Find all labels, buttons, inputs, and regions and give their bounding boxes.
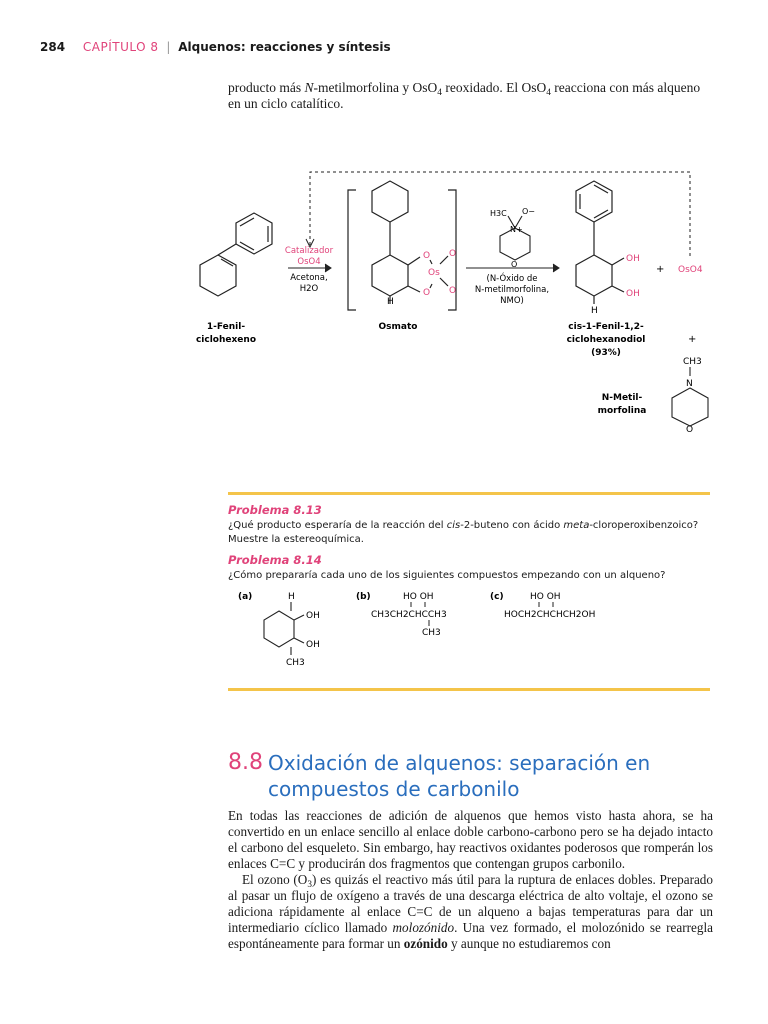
a-ch3: CH3 bbox=[286, 658, 305, 668]
osmate-o2: O bbox=[423, 288, 431, 298]
label-c: (c) bbox=[490, 592, 504, 602]
catalyst-formula: OsO4 bbox=[297, 257, 321, 267]
diol-oh2: OH bbox=[626, 289, 640, 299]
section-body bbox=[228, 808, 713, 952]
problem-8-13-text bbox=[228, 519, 710, 547]
nmo-o: O bbox=[511, 260, 518, 269]
reaction-arrow-1-head bbox=[325, 264, 331, 272]
body-paragraph-1: En todas las reacciones de adición de alquenos que hemos visto hasta ahora, se ha convertido en un enlace sencillo al enlace doble carbono-carbono pero se ha dejado intacto el carbono del esqueleto. Sin embargo, hay reactivos oxidantes poderosos que romperán los enlaces C=C y producirán dos fragmentos que contengan grupos carbonilo. bbox=[228, 808, 713, 871]
solvent-label: Acetona, bbox=[290, 273, 328, 283]
running-header bbox=[40, 40, 391, 54]
compound1-label-2: ciclohexeno bbox=[195, 335, 257, 345]
chapter-title: Alquenos: reacciones y síntesis bbox=[178, 40, 391, 54]
nmm-n: N bbox=[686, 379, 693, 389]
problem-8-14-text: ¿Cómo prepararía cada uno de los siguientes compuestos empezando con un alqueno? bbox=[228, 570, 666, 581]
page-number: 284 bbox=[40, 40, 66, 54]
b-main: CH3CH2CHCCH3 bbox=[371, 610, 447, 620]
diol-oh1: OH bbox=[626, 254, 640, 264]
compound1-label-1: 1-Fenil- bbox=[206, 322, 246, 332]
nmo-structure bbox=[500, 216, 530, 260]
nmo-h3c: H3C bbox=[490, 209, 507, 218]
p2-c: . Una vez formado, el molozónido se rearregla espontáneamente para formar un bbox=[228, 920, 713, 951]
problem-8-14-title: Problema 8.14 bbox=[228, 553, 322, 567]
p13-a: ¿Qué producto esperaría de la reacción del bbox=[228, 520, 447, 531]
p2-d: y aunque no estudiaremos con bbox=[447, 936, 611, 951]
nmo-label-1: (N-Óxido de bbox=[486, 274, 538, 284]
diol-h: H bbox=[591, 306, 598, 316]
p2-sub: 3 bbox=[307, 879, 312, 889]
phenylcyclohexene-structure bbox=[200, 213, 272, 296]
catalyst-label: Catalizador bbox=[284, 246, 334, 256]
intro-text-3: reoxidado. El OsO bbox=[441, 80, 547, 95]
compound2-label: Osmato bbox=[378, 322, 418, 332]
water-label: H2O bbox=[299, 284, 319, 294]
intro-sub-2: 4 bbox=[546, 88, 551, 98]
a-oh1-bond bbox=[294, 615, 304, 620]
intro-text-4: reacciona con más alqueno en un ciclo catalítico. bbox=[228, 80, 701, 111]
bracket-left bbox=[348, 190, 356, 310]
p13-it2: meta bbox=[563, 520, 590, 531]
p2-a: El ozono (O bbox=[242, 872, 308, 887]
intro-text-1: producto más bbox=[228, 80, 305, 95]
nmm-ring bbox=[672, 388, 708, 426]
plus-2: + bbox=[688, 334, 697, 345]
nmo-n-plus: N+ bbox=[510, 225, 523, 234]
p13-it: cis bbox=[446, 520, 461, 531]
problem-8-13-title: Problema 8.13 bbox=[228, 503, 322, 517]
compound4-label-2: morfolina bbox=[597, 406, 647, 416]
reaction-scheme bbox=[0, 160, 768, 440]
compound3-label-3: (93%) bbox=[591, 348, 621, 358]
problems-box bbox=[228, 492, 710, 691]
p2-b: ) es quizás el reactivo más útil para la ruptura de enlaces dobles. Preparado al pasar un flujo de oxígeno a través de una descarga eléctrica de alto voltaje, el ozono se adiciona rápidamente al enlace C=C de un alqueno a bajas temperaturas para dar un intermediario cíclico llamado bbox=[228, 872, 713, 935]
b-bottom: CH3 bbox=[422, 628, 441, 638]
diol-structure bbox=[576, 181, 624, 304]
osmate-o3: O bbox=[449, 249, 457, 259]
p2-bold: ozónido bbox=[403, 936, 448, 951]
a-h: H bbox=[288, 592, 295, 602]
a-ring bbox=[264, 611, 294, 647]
oso4-product: OsO4 bbox=[678, 265, 703, 275]
a-oh1: OH bbox=[306, 611, 320, 621]
compound3-label-1: cis-1-Fenil-1,2- bbox=[568, 322, 644, 332]
a-oh2-bond bbox=[294, 638, 304, 643]
label-b: (b) bbox=[356, 592, 371, 602]
label-a: (a) bbox=[238, 592, 253, 602]
osmate-o4: O bbox=[449, 286, 457, 296]
compound3-label-2: ciclohexanodiol bbox=[566, 335, 646, 345]
intro-text-2: -metilmorfolina y OsO bbox=[313, 80, 438, 95]
p13-b: -2-buteno con ácido bbox=[460, 520, 564, 531]
c-top: HO OH bbox=[530, 592, 561, 602]
nmm-o: O bbox=[686, 425, 694, 435]
c-main: HOCH2CHCHCH2OH bbox=[504, 610, 596, 620]
intro-paragraph bbox=[228, 80, 713, 112]
p13-c: -cloroperoxibenzoico? Muestre la estereoquímica. bbox=[228, 520, 699, 545]
section-title: Oxidación de alquenos: separación en compuestos de carbonilo bbox=[268, 751, 651, 801]
intro-sub-1: 4 bbox=[437, 88, 442, 98]
body-paragraph-2 bbox=[228, 872, 713, 952]
osmate-o1: O bbox=[423, 251, 431, 261]
osmate-os: Os bbox=[428, 268, 440, 278]
a-oh2: OH bbox=[306, 640, 320, 650]
nmm-ch3: CH3 bbox=[683, 357, 702, 367]
section-number: 8.8 bbox=[228, 750, 263, 775]
nmo-label-3: NMO) bbox=[500, 296, 524, 306]
nmo-o-minus: O− bbox=[522, 207, 535, 216]
b-top: HO OH bbox=[403, 592, 434, 602]
plus-1: + bbox=[656, 264, 665, 275]
p2-italic: molozónido bbox=[392, 920, 455, 935]
osmate-h: H bbox=[387, 297, 394, 307]
compound4-label-1: N-Metil- bbox=[601, 393, 643, 403]
osmate-structure bbox=[372, 181, 448, 304]
nmo-label-2: N-metilmorfolina, bbox=[474, 285, 550, 295]
reaction-arrow-2-head bbox=[553, 264, 559, 272]
intro-text-italic: N bbox=[304, 80, 314, 95]
chapter-label: CAPÍTULO 8 bbox=[82, 40, 159, 54]
header-separator: | bbox=[166, 40, 171, 54]
problem-structures bbox=[228, 587, 710, 682]
